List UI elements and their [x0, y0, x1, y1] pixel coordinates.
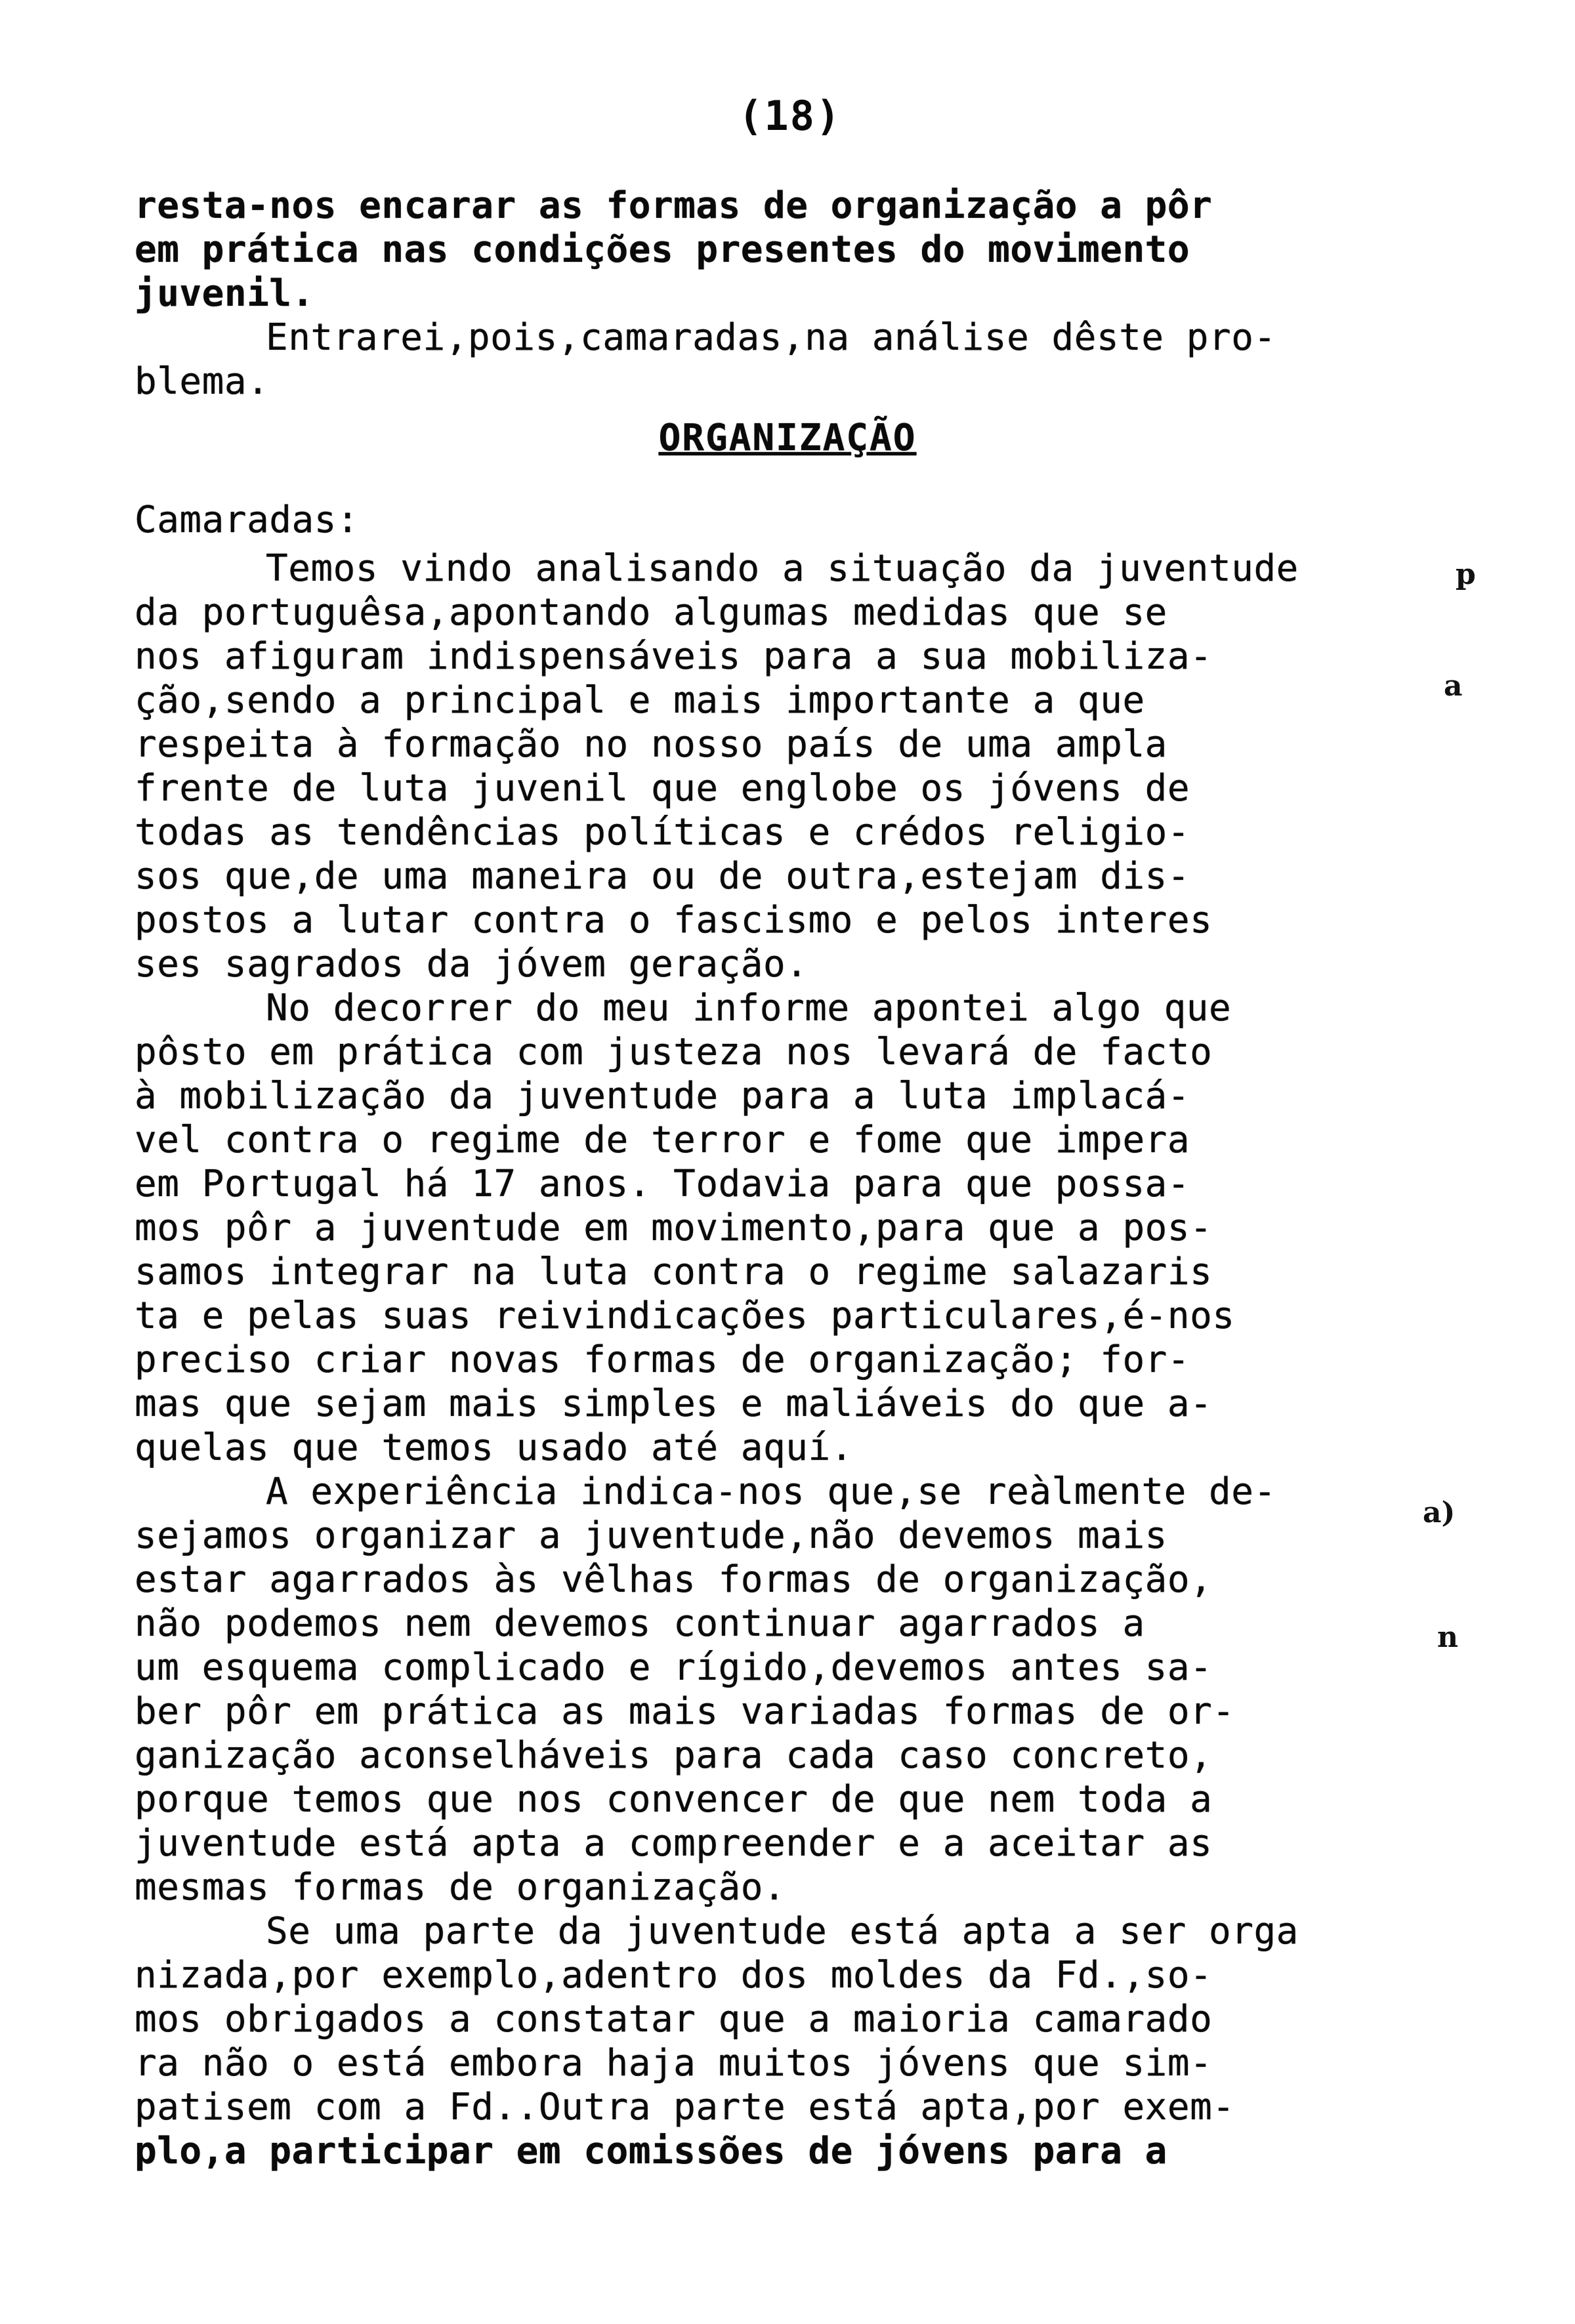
text-line: quelas que temos usado até aquí. [135, 1426, 853, 1469]
text-line: juvenil. [135, 272, 314, 315]
text-line: postos a lutar contra o fascismo e pelos interes [135, 899, 1213, 942]
salutation: Camaradas: [135, 499, 360, 541]
text-line: mas que sejam mais simples e maliáveis do que a- [135, 1382, 1213, 1425]
margin-note-n: n [1437, 1621, 1458, 1654]
text-line: vel contra o regime de terror e fome que impera [135, 1119, 1190, 1161]
margin-note-a: a [1444, 669, 1463, 703]
intro-lines [135, 184, 1440, 404]
text-line: porque temos que nos convencer de que nem toda a [135, 1778, 1213, 1821]
page-number: (18) [738, 92, 842, 140]
margin-note-p: p [1456, 558, 1476, 591]
text-line: sos que,de uma maneira ou de outra,estejam dis- [135, 855, 1190, 898]
paragraph [135, 547, 1440, 986]
text-line: No decorrer do meu informe apontei algo que [266, 987, 1232, 1029]
text-line: Entrarei,pois,camaradas,na análise dêste pro- [266, 316, 1276, 359]
text-line: samos integrar na luta contra o regime salazaris [135, 1251, 1213, 1293]
text-line: mos obrigados a constatar que a maioria camarado [135, 1998, 1213, 2041]
text-line: ta e pelas suas reivindicações particulares,é-nos [135, 1295, 1235, 1337]
text-line: nizada,por exemplo,adentro dos moldes da Fd.,so- [135, 1954, 1213, 1997]
text-line: sejamos organizar a juventude,não devemos mais [135, 1514, 1167, 1557]
text-line: Se uma parte da juventude está apta a ser orga [266, 1910, 1299, 1953]
text-line: preciso criar novas formas de organização; for- [135, 1338, 1190, 1381]
text-line: ra não o está embora haja muitos jóvens que sim- [135, 2042, 1213, 2085]
paragraph [135, 1470, 1440, 1909]
text-line: A experiência indica-nos que,se reàlmente de- [266, 1470, 1276, 1513]
text-line: juventude está apta a compreender e a aceitar as [135, 1822, 1213, 1865]
text-line: à mobilização da juventude para a luta implacá- [135, 1075, 1190, 1117]
text-line: não podemos nem devemos continuar agarrados a [135, 1602, 1145, 1645]
text-line: ganização aconselháveis para cada caso concreto, [135, 1734, 1213, 1777]
paragraph [135, 1909, 1440, 2173]
paragraphs [135, 547, 1440, 2173]
text-line: da portuguêsa,apontando algumas medidas que se [135, 591, 1167, 634]
text-line: mos pôr a juventude em movimento,para que a pos- [135, 1207, 1213, 1249]
text-line: ção,sendo a principal e mais importante a que [135, 679, 1145, 722]
text-line: ses sagrados da jóvem geração. [135, 943, 808, 986]
text-line: em Portugal há 17 anos. Todavia para que possa- [135, 1163, 1190, 1205]
text-line: blema. [135, 360, 270, 403]
document-body [135, 184, 1440, 2173]
text-line: pôsto em prática com justeza nos levará de facto [135, 1031, 1213, 1073]
text-line: um esquema complicado e rígido,devemos antes sa- [135, 1646, 1213, 1689]
text-line: mesmas formas de organização. [135, 1866, 786, 1909]
text-line: plo,a participar em comissões de jóvens para a [135, 2130, 1167, 2172]
section-heading: ORGANIZAÇÃO [658, 417, 917, 459]
text-line: resta-nos encarar as formas de organização a pôr [135, 184, 1213, 227]
paragraph [135, 986, 1440, 1470]
text-line: estar agarrados às vêlhas formas de organização, [135, 1558, 1213, 1601]
text-line: ber pôr em prática as mais variadas formas de or- [135, 1690, 1235, 1733]
text-line: todas as tendências políticas e crédos religio- [135, 811, 1190, 854]
text-line: respeita à formação no nosso país de uma ampla [135, 723, 1167, 766]
text-line: patisem com a Fd..Outra parte está apta,por exem- [135, 2086, 1235, 2128]
text-line: nos afiguram indispensáveis para a sua mobiliza- [135, 635, 1213, 678]
text-line: em prática nas condições presentes do movimento [135, 228, 1190, 271]
margin-note-a-paren: a) [1423, 1496, 1456, 1529]
text-line: Temos vindo analisando a situação da juventude [266, 547, 1299, 590]
text-line: frente de luta juvenil que englobe os jóvens de [135, 767, 1190, 810]
